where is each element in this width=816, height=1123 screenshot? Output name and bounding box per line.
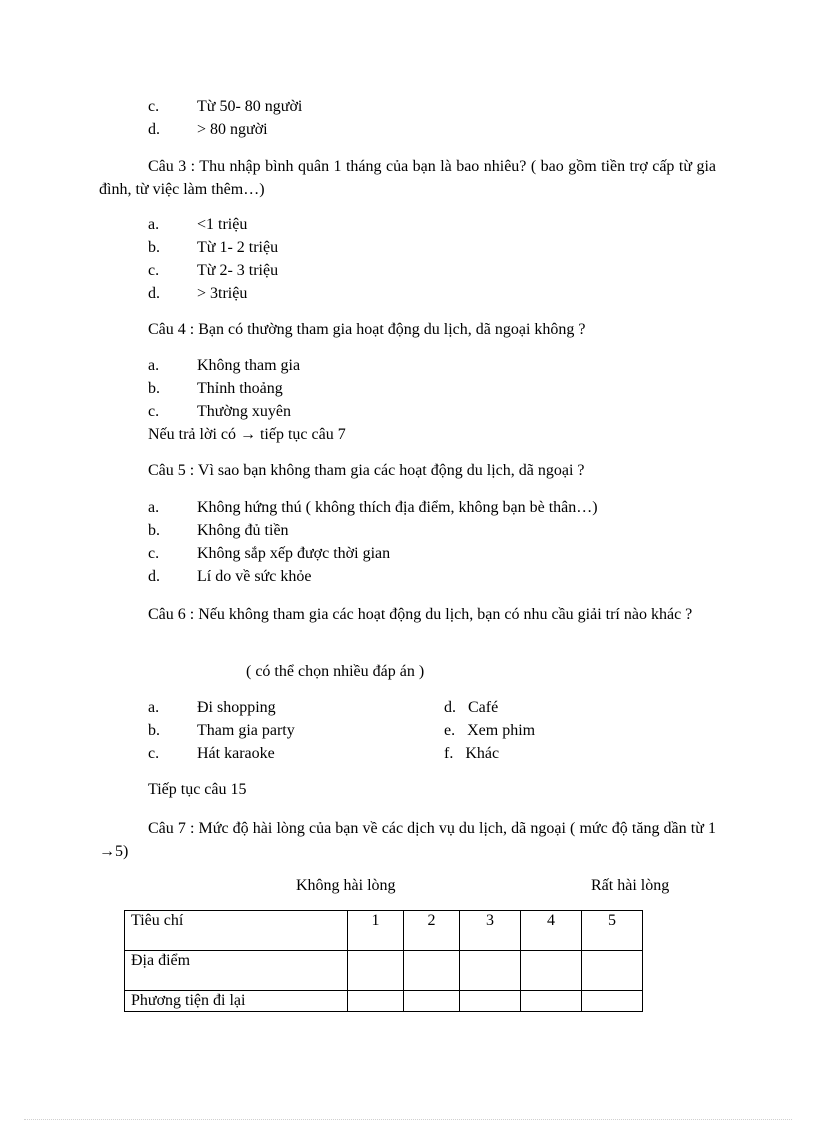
table-header-cell: 5 <box>582 911 643 951</box>
satisfaction-table <box>124 910 643 1012</box>
rating-cell[interactable] <box>404 951 460 991</box>
table-header-cell: Tiêu chí <box>125 911 348 951</box>
question-6-hint: ( có thể chọn nhiều đáp án ) <box>246 663 425 680</box>
table-header-cell: 2 <box>404 911 460 951</box>
rating-cell[interactable] <box>582 951 643 991</box>
option-text: > 80 người <box>197 121 268 138</box>
option-text: Không hứng thú ( không thích địa điểm, không bạn bè thân…) <box>197 499 598 516</box>
rating-cell[interactable] <box>348 951 404 991</box>
question-5: Câu 5 : Vì sao bạn không tham gia các hoạt động du lịch, dã ngoại ? <box>148 462 585 479</box>
option-label: b. <box>148 522 160 539</box>
option-label: c. <box>148 98 160 115</box>
rating-cell[interactable] <box>582 991 643 1012</box>
option-text: Từ 50- 80 người <box>197 98 303 115</box>
option-text: Không tham gia <box>197 357 301 374</box>
option-label: b. <box>148 722 160 739</box>
scale-low-label: Không hài lòng <box>296 877 396 894</box>
option-label: e. <box>444 722 456 739</box>
rating-cell[interactable] <box>404 991 460 1012</box>
question-4: Câu 4 : Bạn có thường tham gia hoạt động du lịch, dã ngoại không ? <box>148 321 586 338</box>
option-text: Khác <box>465 745 500 762</box>
rating-cell[interactable] <box>348 991 404 1012</box>
rating-cell[interactable] <box>460 991 521 1012</box>
option-text: Thỉnh thoảng <box>197 380 283 397</box>
page-bottom-divider <box>24 1119 792 1120</box>
option-label: a. <box>148 357 160 374</box>
question-7-text: Câu 7 : Mức độ hài lòng của bạn về các dịch vụ du lịch, dã ngoại ( mức độ tăng dần từ 1 →5) <box>99 820 716 860</box>
option-text: <1 triệu <box>197 216 248 233</box>
option-q6-f <box>444 744 499 764</box>
option-text: > 3triệu <box>197 285 248 302</box>
option-label: a. <box>148 499 160 516</box>
option-label: f. <box>444 745 454 762</box>
rating-cell[interactable] <box>460 951 521 991</box>
rating-cell[interactable] <box>521 991 582 1012</box>
question-4-note: Nếu trả lời có → tiếp tục câu 7 <box>148 426 346 443</box>
question-3 <box>99 155 716 201</box>
question-6-note: Tiếp tục câu 15 <box>148 781 247 798</box>
table-header-cell: 1 <box>348 911 404 951</box>
scale-high-label: Rất hài lòng <box>591 877 670 894</box>
option-label: c. <box>148 403 160 420</box>
option-label: c. <box>148 745 160 762</box>
option-label: a. <box>148 699 160 716</box>
option-text: Thường xuyên <box>197 403 292 420</box>
option-label: d. <box>444 699 456 716</box>
option-text: Không sắp xếp được thời gian <box>197 545 391 562</box>
option-q6-e <box>444 721 535 741</box>
table-header-cell: 4 <box>521 911 582 951</box>
option-text: Hát karaoke <box>197 745 275 762</box>
option-text: Không đủ tiền <box>197 522 289 539</box>
option-label: b. <box>148 380 160 397</box>
question-6-text: Câu 6 : Nếu không tham gia các hoạt động du lịch, bạn có nhu cầu giải trí nào khác ? <box>148 606 693 623</box>
option-label: c. <box>148 545 160 562</box>
option-label: d. <box>148 568 160 585</box>
table-header-row <box>125 911 643 951</box>
question-6 <box>99 603 716 626</box>
option-label: d. <box>148 121 160 138</box>
option-label: c. <box>148 262 160 279</box>
option-text: Từ 1- 2 triệu <box>197 239 279 256</box>
table-row-label: Phương tiện đi lại <box>125 991 348 1012</box>
option-text: Tham gia party <box>197 722 295 739</box>
table-row <box>125 951 643 991</box>
option-text: Xem phim <box>467 722 536 739</box>
table-row-label: Địa điểm <box>125 951 348 991</box>
rating-cell[interactable] <box>521 951 582 991</box>
option-label: b. <box>148 239 160 256</box>
question-7 <box>99 817 716 863</box>
option-text: Lí do về sức khỏe <box>197 568 312 585</box>
option-label: d. <box>148 285 160 302</box>
option-label: a. <box>148 216 160 233</box>
option-text: Từ 2- 3 triệu <box>197 262 279 279</box>
table-header-cell: 3 <box>460 911 521 951</box>
question-3-text: Câu 3 : Thu nhập bình quân 1 tháng của bạn là bao nhiêu? ( bao gồm tiền trợ cấp từ gia đình, từ việc làm thêm…) <box>99 158 716 198</box>
table-row <box>125 991 643 1012</box>
option-text: Đi shopping <box>197 699 276 716</box>
option-q6-d <box>444 698 498 718</box>
option-text: Café <box>468 699 499 716</box>
